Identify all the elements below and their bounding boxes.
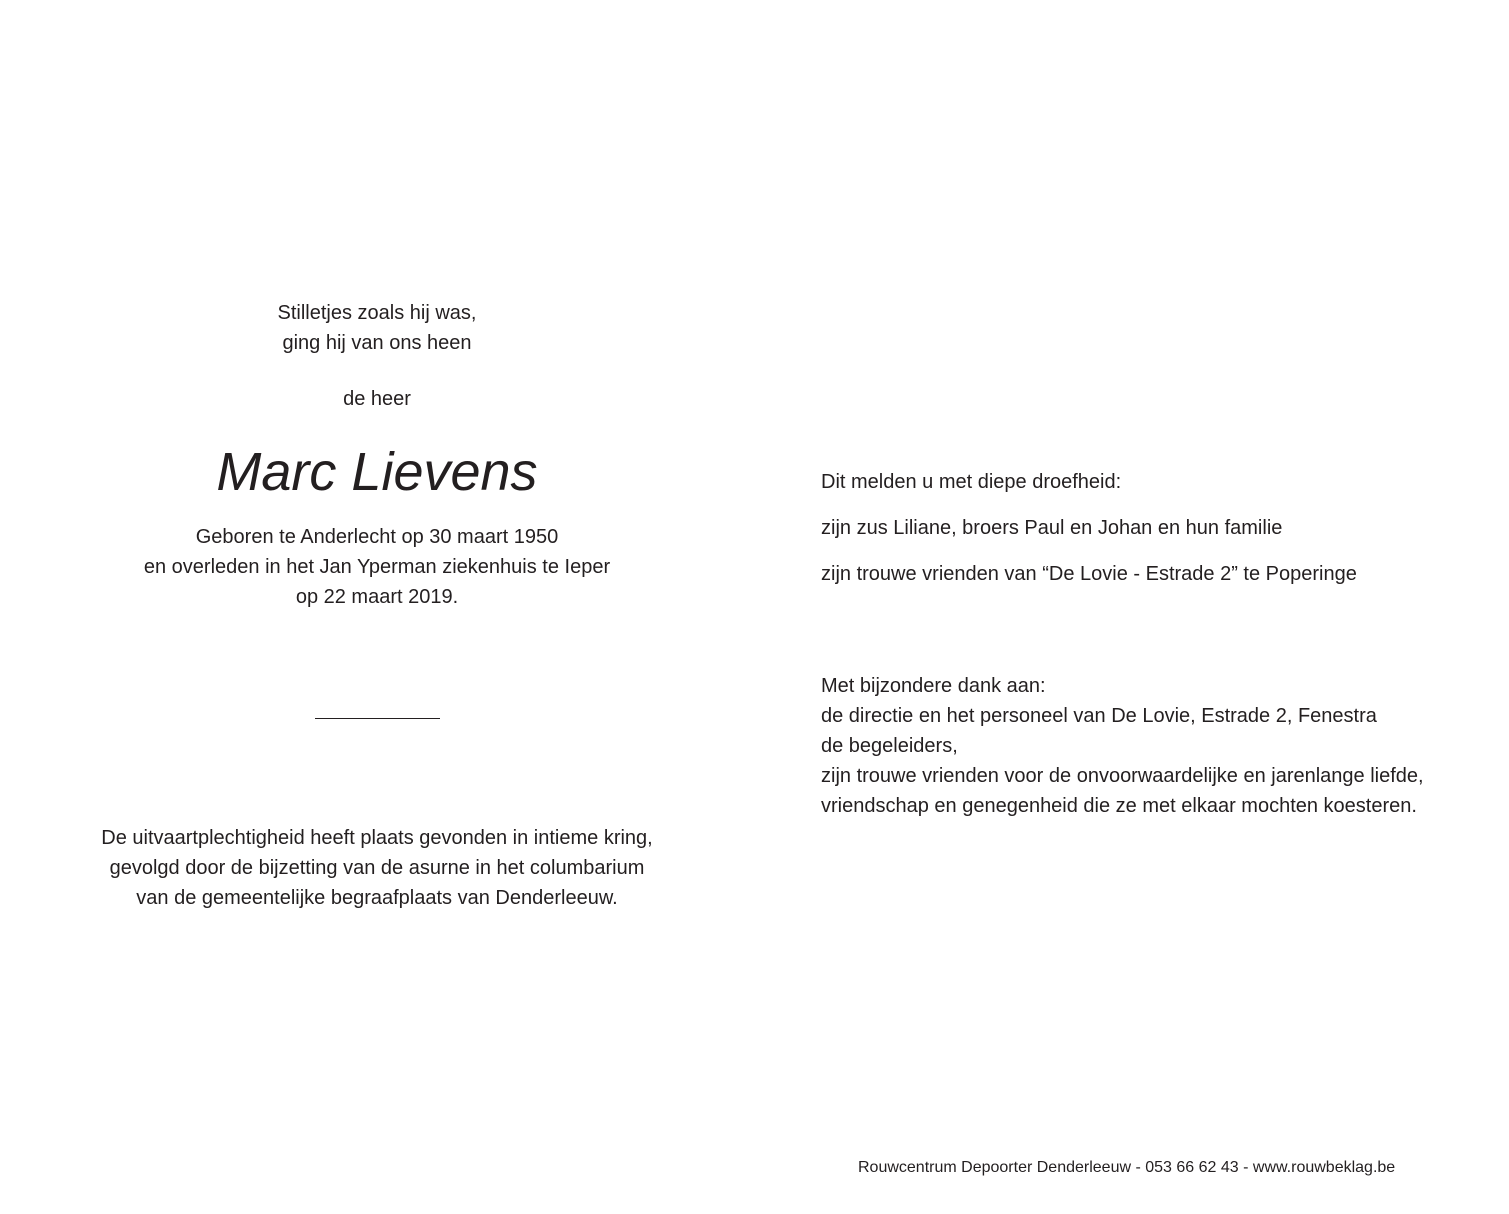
friends-line: zijn trouwe vrienden van “De Lovie - Estrade 2” te Poperinge bbox=[821, 563, 1357, 585]
thanks-line-2: de begeleiders, bbox=[821, 735, 958, 757]
funeral-line-1: De uitvaartplechtigheid heeft plaats gevonden in intieme kring, bbox=[101, 827, 653, 849]
funeral-home-footer: Rouwcentrum Depoorter Denderleeuw - 053 66 62 43 - www.rouwbeklag.be bbox=[858, 1159, 1396, 1176]
divider-line bbox=[315, 718, 440, 719]
thanks-line-4: vriendschap en genegenheid die ze met elkaar mochten koesteren. bbox=[821, 795, 1417, 817]
thanks-heading: Met bijzondere dank aan: bbox=[821, 675, 1046, 697]
deceased-name: Marc Lievens bbox=[216, 442, 538, 502]
quote-line-2: ging hij van ons heen bbox=[282, 332, 472, 354]
thanks-line-3: zijn trouwe vrienden voor de onvoorwaardelijke en jarenlange liefde, bbox=[821, 765, 1424, 787]
death-date-line: op 22 maart 2019. bbox=[295, 586, 459, 608]
announce-intro: Dit melden u met diepe droefheid: bbox=[821, 471, 1122, 493]
quote-line-1: Stilletjes zoals hij was, bbox=[277, 302, 477, 324]
birth-line: Geboren te Anderlecht op 30 maart 1950 bbox=[195, 526, 559, 548]
title-prefix: de heer bbox=[343, 388, 411, 410]
family-line: zijn zus Liliane, broers Paul en Johan en hun familie bbox=[821, 517, 1283, 539]
death-line: en overleden in het Jan Yperman ziekenhuis te Ieper bbox=[143, 556, 611, 578]
thanks-line-1: de directie en het personeel van De Lovie, Estrade 2, Fenestra bbox=[821, 705, 1377, 727]
funeral-line-2: gevolgd door de bijzetting van de asurne in het columbarium bbox=[109, 857, 645, 879]
funeral-line-3: van de gemeentelijke begraafplaats van Denderleeuw. bbox=[136, 887, 618, 909]
